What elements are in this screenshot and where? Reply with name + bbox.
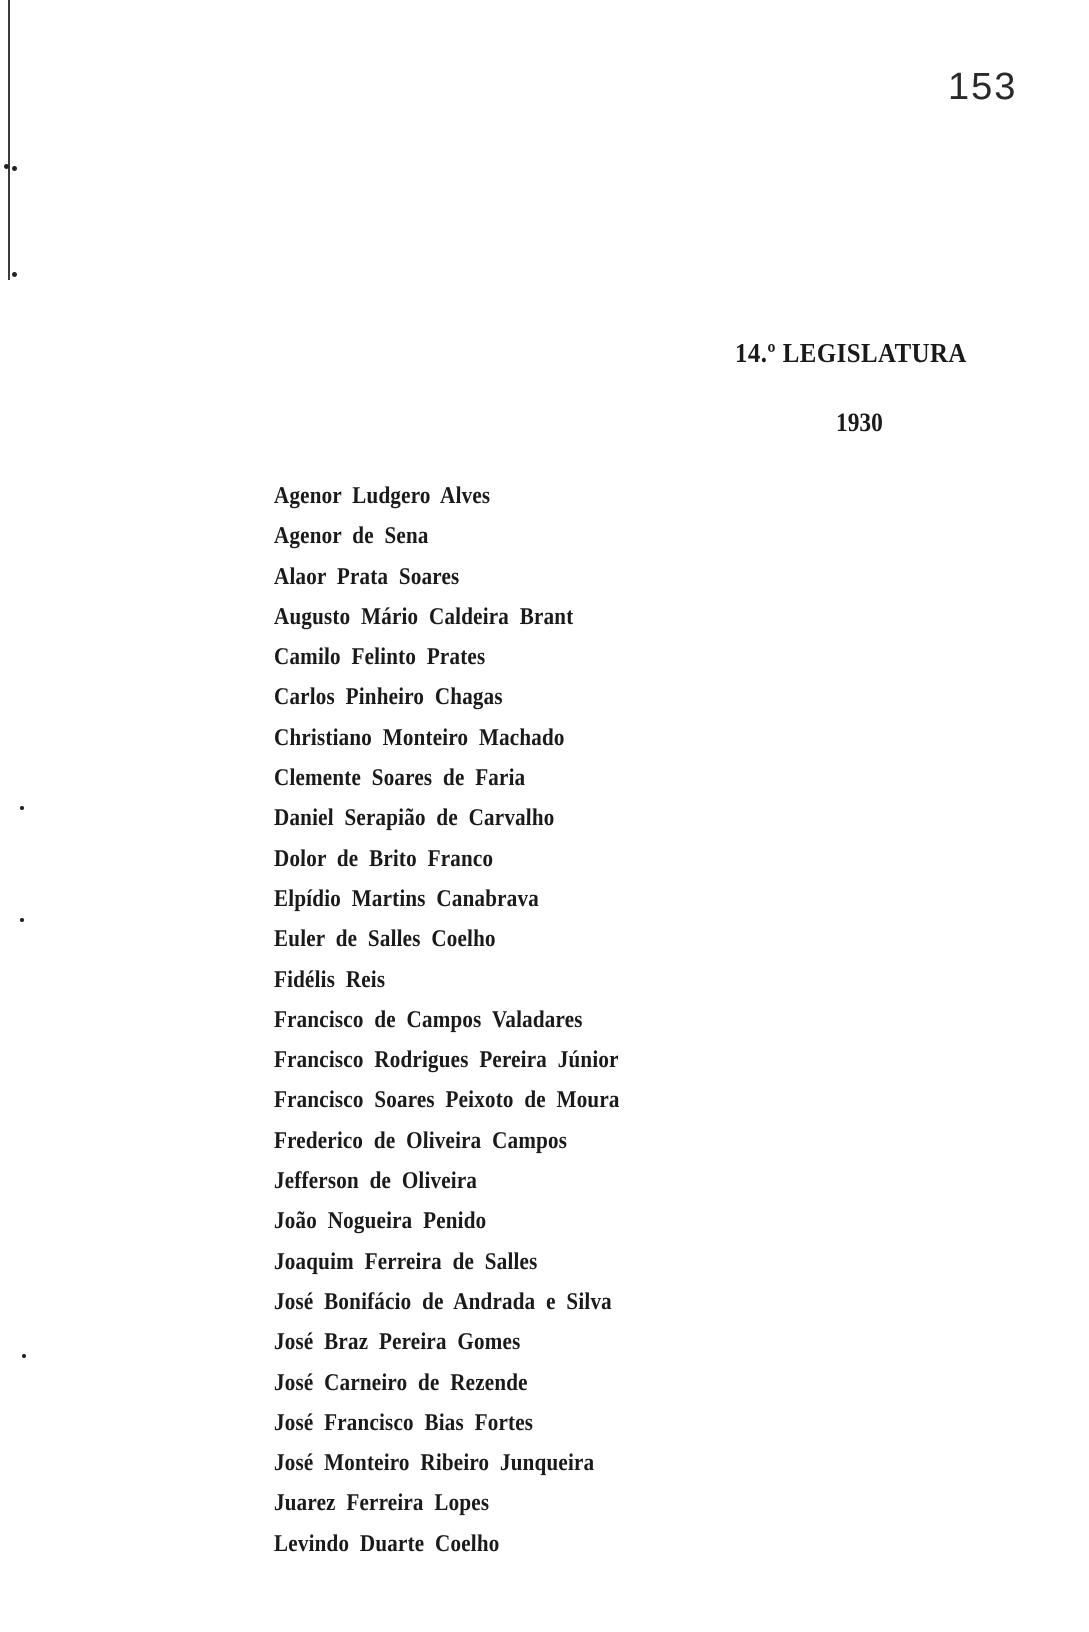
list-item: Daniel Serapião de Carvalho [273,805,555,832]
list-item: Agenor Ludgero Alves [273,483,491,509]
list-item: Euler de Salles Coelho [273,926,496,953]
list-item: Clemente Soares de Faria [273,765,526,792]
list-item: Francisco Soares Peixoto de Moura [273,1087,620,1114]
list-item: José Carneiro de Rezende [273,1369,528,1396]
list-item: Agenor de Sena [273,523,429,550]
scan-speck [20,918,24,922]
scan-speck [4,164,9,169]
scan-speck [22,1354,26,1358]
list-item: Levindo Duarte Coelho [273,1530,500,1557]
list-item: Camilo Felinto Prates [273,644,486,671]
list-item: José Bonifácio de Andrada e Silva [273,1288,613,1315]
list-item: Jefferson de Oliveira [273,1168,478,1195]
list-item: Dolor de Brito Franco [273,845,494,872]
list-item: Joaquim Ferreira de Salles [273,1248,538,1275]
list-item: Frederico de Oliveira Campos [273,1127,568,1154]
list-item: Juarez Ferreira Lopes [273,1490,490,1517]
list-item: Francisco Rodrigues Pereira Júnior [273,1047,619,1074]
page-number: 153 [948,66,1018,108]
list-item: José Francisco Bias Fortes [273,1409,534,1436]
list-item: Francisco de Campos Valadares [273,1006,583,1033]
list-item: Elpídio Martins Canabrava [273,885,540,912]
scan-speck [12,166,17,171]
list-item: Carlos Pinheiro Chagas [273,684,503,711]
legislature-heading: 14.º LEGISLATURA [735,338,967,368]
list-item: Fidélis Reis [273,966,386,993]
deputies-list [274,476,667,1564]
list-item: Augusto Mário Caldeira Brant [273,603,574,630]
legislature-year: 1930 [836,408,883,437]
list-item: João Nogueira Penido [273,1208,487,1235]
scan-speck [20,806,24,810]
list-item: José Braz Pereira Gomes [273,1329,521,1356]
list-item: Christiano Monteiro Machado [273,724,565,751]
list-item: Alaor Prata Soares [273,563,460,590]
scan-margin-line [8,0,10,280]
scan-speck [12,272,17,277]
list-item: José Monteiro Ribeiro Junqueira [273,1450,595,1477]
